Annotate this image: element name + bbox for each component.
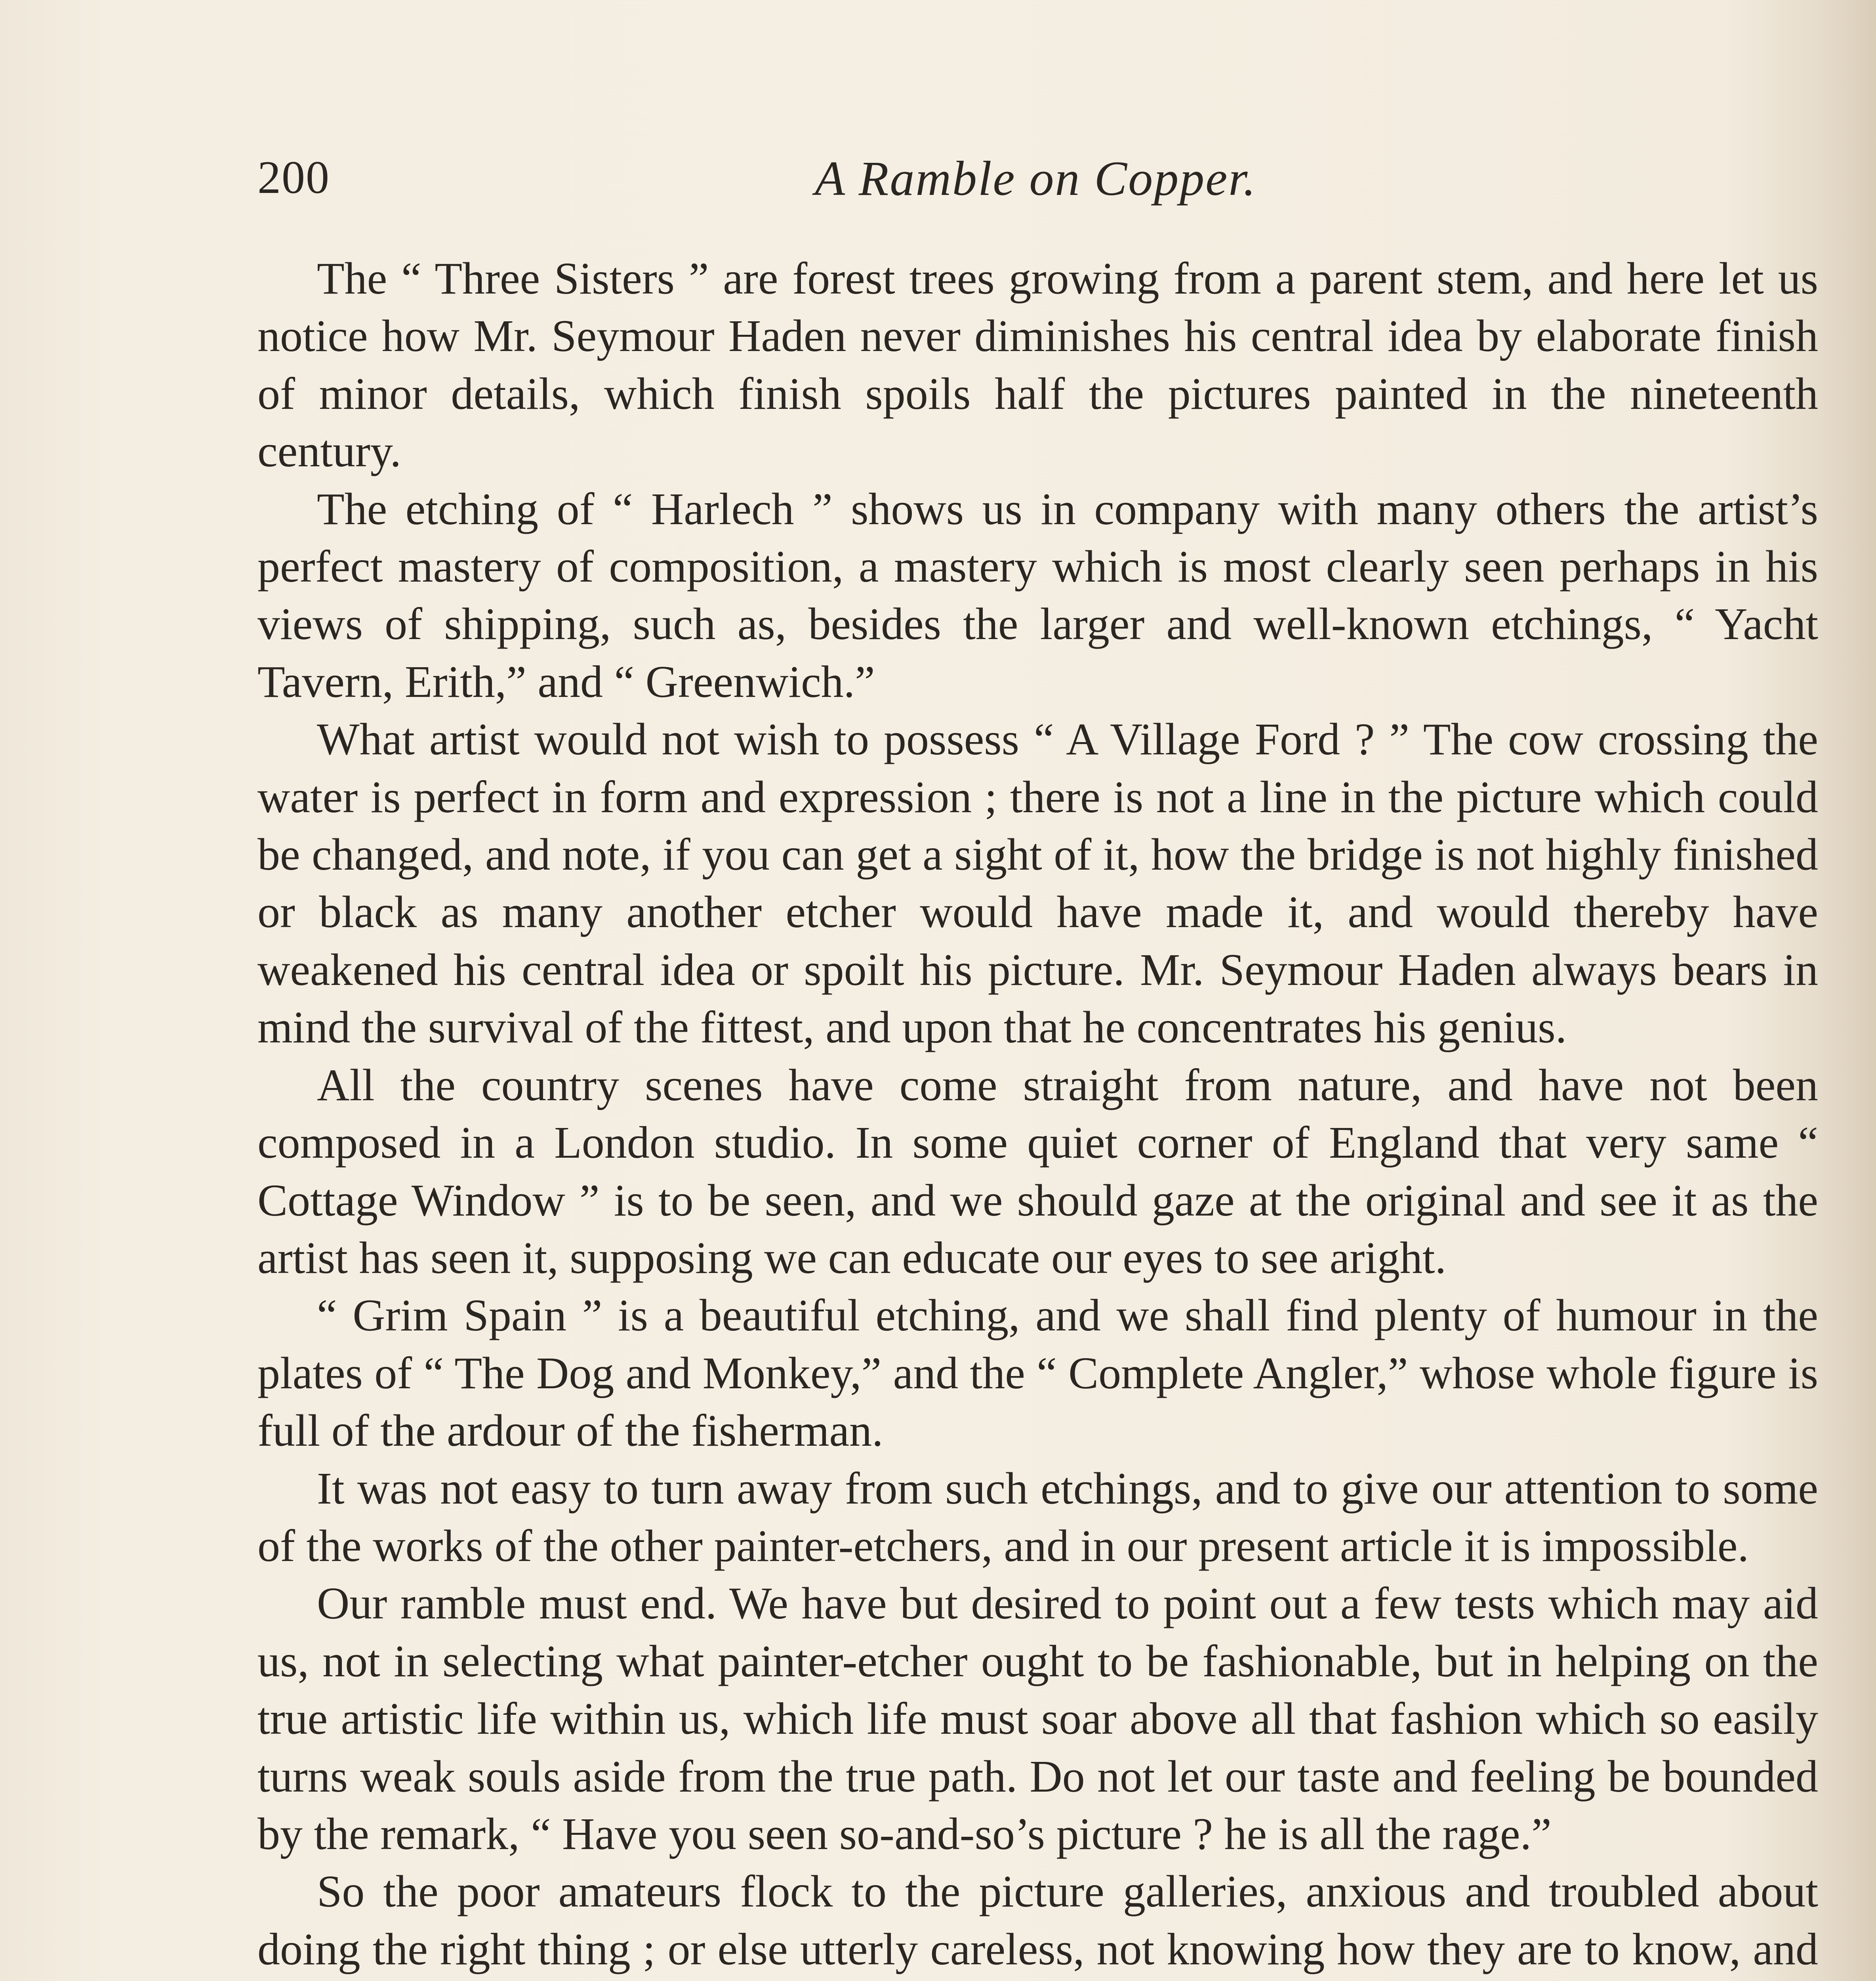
paragraph: The “ Three Sisters ” are forest trees growing from a parent stem, and here let us notice how Mr. Seymour Haden never diminishes his central idea by elaborate finish of minor details, which finish spoils half the pictures painted in the nineteenth century. <box>257 253 1818 477</box>
paragraph: Our ramble must end. We have but desired to point out a few tests which may aid us, not in selecting what painter-etcher ought to be fashionable, but in helping on the true artistic life within us, which life must soar above all that fashion which so easily turns weak souls aside from the true path. Do not let our taste and feeling be bounded by the remark, “ Have you seen so-and-so’s picture ? he is all the rage.” <box>257 1578 1818 1859</box>
paragraph: It was not easy to turn away from such etchings, and to give our attention to some of the works of the other painter-etchers, and in our present article it is impossible. <box>257 1463 1818 1571</box>
paragraph: “ Grim Spain ” is a beautiful etching, and we shall find plenty of humour in the plates of “ The Dog and Monkey,” and the “ Complete Angler,” whose whole figure is full of the ardour of the fisherman. <box>257 1290 1818 1456</box>
body-text <box>257 250 1818 1981</box>
page-number: 200 <box>257 151 330 203</box>
running-title: A Ramble on Copper. <box>815 151 1257 206</box>
paragraph: The etching of “ Harlech ” shows us in company with many others the artist’s perfect mastery of composition, a mastery which is most clearly seen perhaps in his views of shipping, such as, besides the larger and well-known etchings, “ Yacht Tavern, Erith,” and “ Greenwich.” <box>257 483 1818 707</box>
paragraph: So the poor amateurs flock to the picture galleries, anxious and troubled about doing the right thing ; or else utterly careless, not knowing how they are to know, and <box>257 1866 1818 1974</box>
running-head <box>257 143 1814 222</box>
paragraph: All the country scenes have come straight from nature, and have not been composed in a London studio. In some quiet corner of England that very same “ Cottage Window ” is to be seen, and we should gaze at the original and see it as the artist has seen it, supposing we can educate our eyes to see aright. <box>257 1059 1818 1283</box>
paragraph: What artist would not wish to possess “ A Village Ford ? ” The cow crossing the water is perfect in form and expression ; there is not a line in the picture which could be changed, and note, if you can get a sight of it, how the bridge is not highly finished or black as many another etcher would have made it, and would thereby have weakened his central idea or spoilt his picture. Mr. Seymour Haden always bears in mind the survival of the fittest, and upon that he concentrates his genius. <box>257 714 1818 1053</box>
